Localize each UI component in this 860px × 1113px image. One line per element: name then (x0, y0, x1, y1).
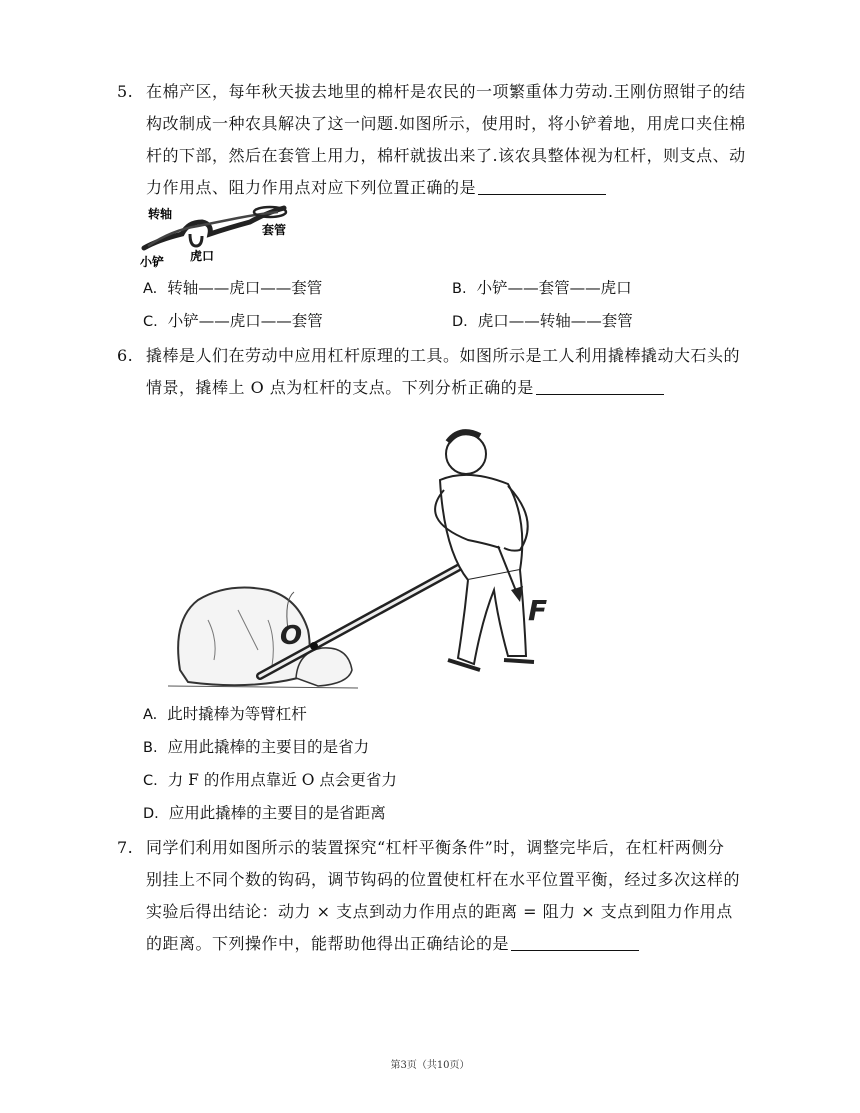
shovel-label: 小铲 (140, 255, 165, 269)
question-text-line: 杆的下部，然后在套管上用力，棉杆就拔出来了.该农具整体视为杠杆，则支点、动 (146, 146, 746, 165)
question-text-line: 撬棒是人们在劳动中应用杠杆原理的工具。如图所示是工人利用撬棒撬动大石头的 (146, 346, 741, 365)
crowbar-worker-figure (168, 420, 588, 700)
option-a[interactable]: A. 转轴——虎口——套管 (143, 279, 323, 297)
question-number: 7. (117, 838, 134, 857)
option-d[interactable]: D. 虎口——转轴——套管 (452, 312, 633, 330)
fulcrum-label: O (280, 621, 303, 651)
page-footer: 第3页（共10页） (390, 1060, 470, 1071)
question-text-line (120, 928, 639, 960)
answer-blank[interactable] (536, 376, 664, 395)
question-text-line: 实验后得出结论：动力 × 支点到动力作用点的距离 = 阻力 × 支点到阻力作用点 (146, 902, 733, 921)
question-text-line: 同学们利用如图所示的装置探究“杠杆平衡条件”时，调整完毕后，在杠杆两侧分 (146, 838, 725, 857)
option-b[interactable]: B. 小铲——套管——虎口 (452, 279, 632, 297)
question-text-line: 在棉产区，每年秋天拔去地里的棉杆是农民的一项繁重体力劳动.王刚仿照钳子的结 (146, 82, 746, 101)
question-text-line: 别挂上不同个数的钩码，调节钩码的位置使杠杆在水平位置平衡，经过多次这样的 (146, 870, 741, 889)
question-text-line (120, 372, 664, 404)
question-text: 的距离。下列操作中，能帮助他得出正确结论的是 (146, 934, 510, 953)
question-number: 6. (117, 346, 134, 365)
jaw-label: 虎口 (190, 249, 215, 263)
option-c[interactable]: C. 力 F 的作用点靠近 O 点会更省力 (143, 771, 397, 789)
force-label: F (528, 594, 548, 627)
option-c[interactable]: C. 小铲——虎口——套管 (143, 312, 323, 330)
answer-blank[interactable] (511, 932, 639, 951)
option-a[interactable]: A. 此时撬棒为等臂杠杆 (143, 705, 307, 723)
question-text: 情景，撬棒上 O 点为杠杆的支点。下列分析正确的是 (146, 378, 534, 397)
answer-blank[interactable] (478, 176, 606, 195)
question-text-line: 构改制成一种农具解决了这一问题.如图所示，使用时，将小铲着地，用虎口夹住棉 (146, 114, 746, 133)
question-text: 力作用点、阻力作用点对应下列位置正确的是 (146, 178, 477, 197)
option-b[interactable]: B. 应用此撬棒的主要目的是省力 (143, 738, 370, 756)
plier-tool-figure (138, 200, 298, 270)
option-d[interactable]: D. 应用此撬棒的主要目的是省距离 (143, 804, 386, 822)
question-number: 5. (117, 82, 134, 101)
axis-label: 转轴 (148, 207, 173, 221)
sleeve-label: 套管 (262, 223, 287, 237)
